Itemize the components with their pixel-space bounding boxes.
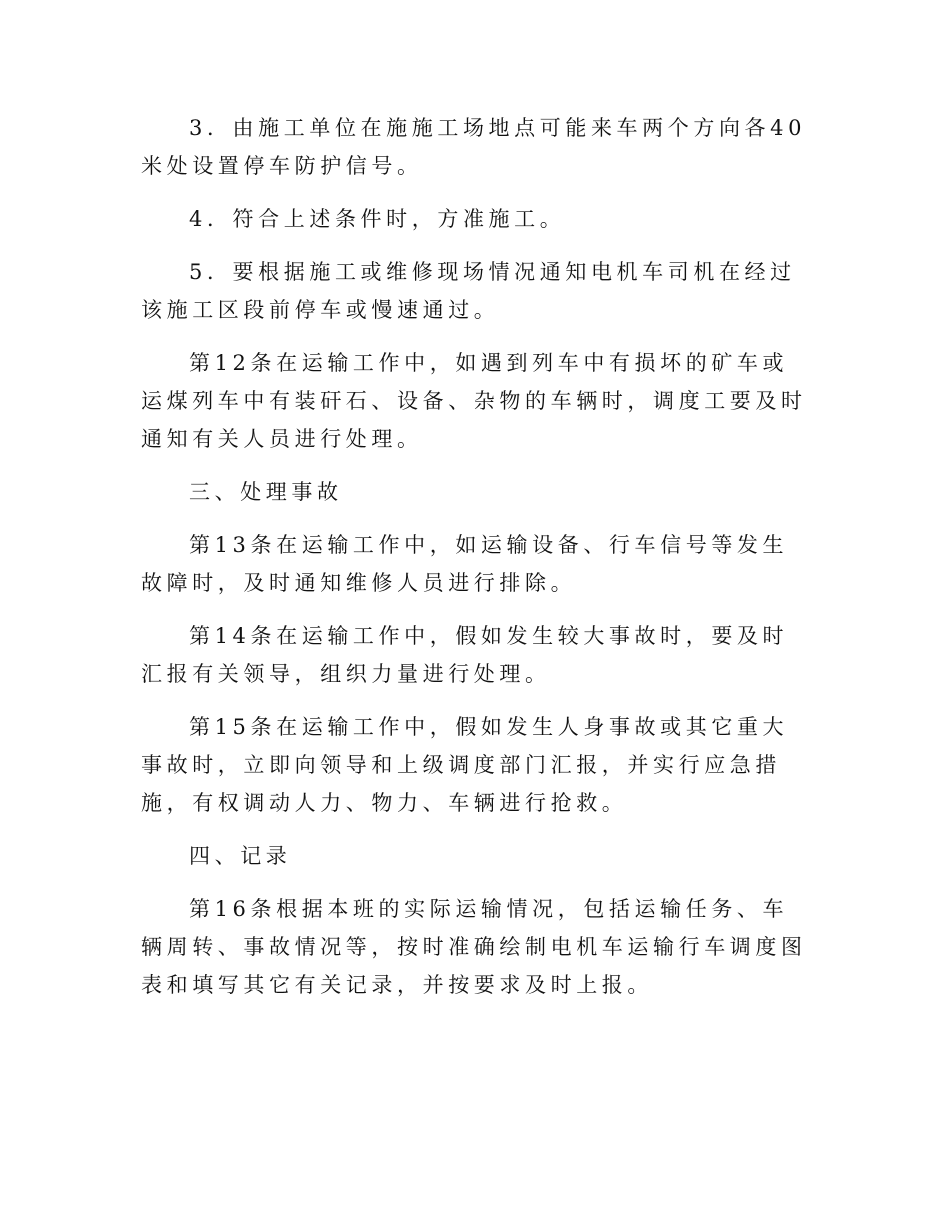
paragraph-item-4: 4．符合上述条件时，方准施工。 [189,207,566,231]
article-15: 第15条在运输工作中，假如发生人身事故或其它重大事故时，立即向领导和上级调度部门汇报，并实行应急措施，有权调动人力、物力、车辆进行抢救。 [141,715,789,815]
article-12: 第12条在运输工作中，如遇到列车中有损坏的矿车或运煤列车中有装矸石、设备、杂物的车辆时，调度工要及时通知有关人员进行处理。 [141,351,807,451]
section-heading-accident-handling: 三、处理事故 [189,480,343,504]
article-14: 第14条在运输工作中，假如发生较大事故时，要及时汇报有关领导，组织力量进行处理。 [141,624,789,686]
article-16: 第16条根据本班的实际运输情况，包括运输任务、车辆周转、事故情况等，按时准确绘制电机车运输行车调度图表和填写其它有关记录，并按要求及时上报。 [141,897,807,997]
section-heading-records: 四、记录 [189,844,292,868]
paragraph-item-5: 5．要根据施工或维修现场情况通知电机车司机在经过该施工区段前停车或慢速通过。 [141,260,796,322]
document-body [141,109,807,1019]
paragraph-item-3: 3．由施工单位在施施工场地点可能来车两个方向各40米处设置停车防护信号。 [141,116,807,178]
article-13: 第13条在运输工作中，如运输设备、行车信号等发生故障时，及时通知维修人员进行排除。 [141,533,789,595]
